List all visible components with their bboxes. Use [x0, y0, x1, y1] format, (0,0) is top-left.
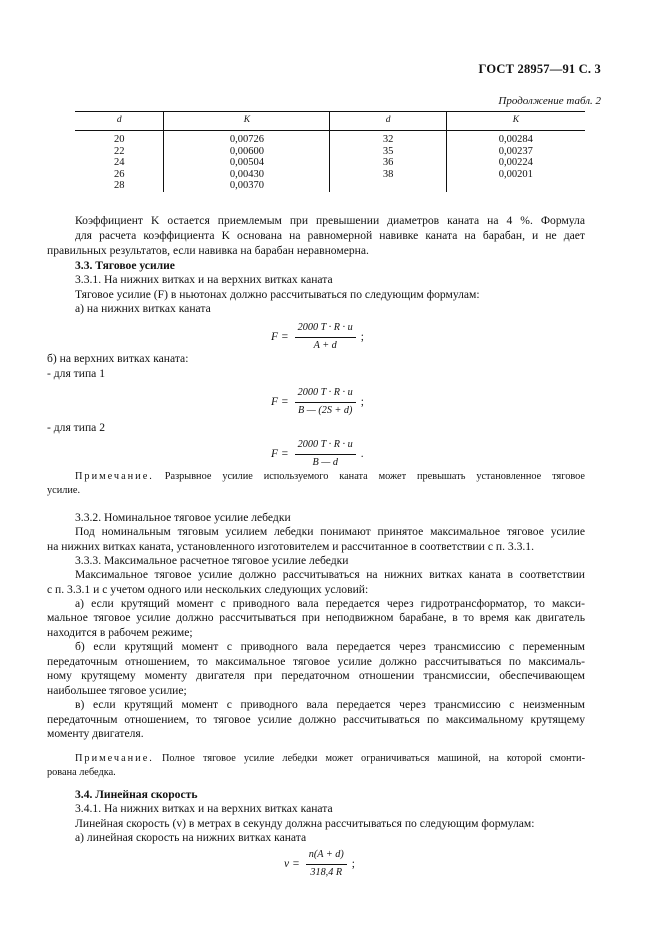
- table-header-row: [75, 112, 585, 131]
- table-cell: 38: [330, 169, 446, 181]
- table-header-d-1: d: [75, 112, 164, 131]
- table-header-k-2: K: [446, 112, 585, 131]
- note-2-text: Полное тяговое усилие лебедки может ограничиваться машиной, на которой смонти-: [161, 753, 585, 764]
- table-row: [75, 131, 585, 146]
- section-3-4-1-title: 3.4.1. На нижних витках и на верхних витках каната: [75, 802, 333, 815]
- formula-fraction: [295, 386, 356, 418]
- condition-b-line: наибольшее тяговое усилие;: [47, 684, 187, 697]
- section-3-4-title: 3.4. Линейная скорость: [75, 788, 198, 801]
- formula-lhs: F =: [271, 447, 289, 460]
- formula-denominator: A + d: [313, 339, 337, 351]
- formula-v-lower: [284, 848, 355, 880]
- item-a-label: а) на нижних витках каната: [75, 302, 211, 315]
- section-3-4-1-item-a: а) линейная скорость на нижних витках каната: [75, 831, 307, 844]
- table-cell: 26: [113, 168, 125, 180]
- formula-lhs: v =: [284, 857, 300, 870]
- section-3-3-2-title: 3.3.2. Номинальное тяговое усилие лебедки: [75, 511, 291, 524]
- formula-f-lower: [271, 321, 364, 353]
- formula-numerator: 2000 T · R · u: [295, 321, 356, 338]
- table-header-k-1: K: [164, 112, 330, 131]
- table-header-d-2: d: [330, 112, 446, 131]
- formula-numerator: n(A + d): [306, 848, 347, 865]
- formula-f-upper-type-2: [271, 438, 364, 470]
- formula-numerator: 2000 T · R · u: [295, 386, 356, 403]
- formula-lhs: F =: [271, 330, 289, 343]
- table-cell: [446, 180, 585, 192]
- condition-v-line: передаточным отношением, то тяговое усилие должно рассчитываться по максимальному крутящему: [47, 713, 585, 726]
- table-row: [75, 146, 585, 158]
- formula-lhs: F =: [271, 395, 289, 408]
- condition-b-line: ному крутящему моменту двигателя при передаточном отношении трансмиссии, обеспечивающем: [47, 669, 585, 682]
- paragraph-line: правильных результатов, если навивка на барабан неравномерна.: [47, 244, 369, 257]
- table-cell: 0,00237: [446, 146, 585, 158]
- item-b-label: б) на верхних витках каната:: [47, 352, 189, 365]
- note-1-text: Разрывное усилие используемого каната может превышать установленное тяговое: [164, 471, 585, 482]
- formula-f-upper-type-1: [271, 386, 364, 418]
- table-row: [75, 169, 585, 181]
- type-1-label: - для типа 1: [47, 367, 105, 380]
- condition-b-line: передаточным отношением, то максимальное тяговое усилие должно рассчитываться по максималь-: [47, 655, 585, 668]
- table-cell: 0,00284: [446, 131, 585, 146]
- table-cell: 0,00726: [164, 131, 330, 146]
- condition-a-line: находится в рабочем режиме;: [47, 626, 193, 639]
- formula-terminator: .: [360, 447, 364, 460]
- table-cell: 0,00201: [446, 169, 585, 181]
- formula-denominator: B — d: [312, 456, 338, 468]
- type-2-label: - для типа 2: [47, 421, 105, 434]
- table-cell: 0,00370: [164, 180, 330, 192]
- section-3-3-1-title: 3.3.1. На нижних витках и на верхних витках каната: [75, 273, 333, 286]
- table-caption: Продолжение табл. 2: [498, 95, 601, 107]
- table-cell: 0,00224: [446, 157, 585, 169]
- table-cell: 0,00504: [164, 157, 330, 169]
- formula-denominator: 318,4 R: [310, 866, 343, 878]
- condition-v-line: моменту двигателя.: [47, 727, 144, 740]
- paragraph-line: Под номинальным тяговым усилием лебедки понимают принятое максимальное тяговое усилие: [75, 525, 585, 538]
- table-cell: 32: [330, 131, 446, 146]
- formula-numerator: 2000 T · R · u: [295, 438, 356, 455]
- paragraph-line: с п. 3.3.1 и с учетом одного или нескольких следующих условий:: [47, 583, 369, 596]
- note-2-label: Примечание.: [75, 753, 154, 764]
- paragraph-line: Коэффициент K остается приемлемым при превышении диаметров каната на 4 %. Формула: [75, 214, 585, 227]
- table-cell: 22: [113, 145, 125, 157]
- table-cell: 0,00600: [164, 146, 330, 158]
- note-2-line-1: [75, 752, 585, 767]
- section-3-3-1-intro: Тяговое усилие (F) в ньютонах должно рассчитываться по следующим формулам:: [75, 288, 480, 301]
- condition-a-line: а) если крутящий момент с приводного вала передается через гидротрансформатор, то макси-: [75, 597, 585, 610]
- section-3-3-3-title: 3.3.3. Максимальное расчетное тяговое усилие лебедки: [75, 554, 349, 567]
- paragraph-line: для расчета коэффициента K основана на равномерной навивке каната на барабан, и не дает: [75, 229, 585, 242]
- table-cell: 36: [330, 157, 446, 169]
- table-row: [75, 180, 585, 192]
- coefficient-table: [75, 111, 585, 192]
- formula-denominator: B — (2S + d): [297, 404, 353, 416]
- formula-fraction: [295, 438, 356, 470]
- paragraph-line: Максимальное тяговое усилие должно рассчитываться на нижних витках каната в соответствии: [75, 568, 585, 581]
- formula-fraction: [306, 848, 347, 880]
- formula-terminator: ;: [360, 395, 364, 408]
- paragraph-line: на нижних витках каната, установленного изготовителем и рассчитанное в соответствии с п. 3.3.1.: [47, 540, 534, 553]
- formula-terminator: ;: [351, 857, 355, 870]
- table-cell: 24: [113, 157, 125, 168]
- note-1-line-1: [75, 470, 585, 485]
- note-1-label: Примечание.: [75, 471, 154, 482]
- condition-a-line: мальное тяговое усилие должно рассчитываться при неподвижном барабане, в то время как двигатель: [47, 611, 585, 624]
- table-row: [75, 157, 585, 169]
- table-cell: 35: [330, 146, 446, 158]
- note-1-line-2: усилие.: [47, 485, 81, 496]
- document-reference: ГОСТ 28957—91 С. 3: [478, 62, 601, 76]
- section-3-3-title: 3.3. Тяговое усилие: [75, 259, 175, 272]
- table-cell: 0,00430: [164, 169, 330, 181]
- formula-terminator: ;: [360, 330, 364, 343]
- table-cell: 20: [113, 134, 125, 145]
- note-2-line-2: рована лебедка.: [47, 767, 116, 778]
- formula-fraction: [295, 321, 356, 353]
- section-3-4-1-intro: Линейная скорость (v) в метрах в секунду должна рассчитываться по следующим формулам:: [75, 817, 535, 830]
- table-cell: [330, 180, 446, 192]
- table-cell: 28: [113, 180, 125, 191]
- condition-v-line: в) если крутящий момент с приводного вала передается через трансмиссию с неизменным: [75, 698, 585, 711]
- condition-b-line: б) если крутящий момент с приводного вала передается через трансмиссию с переменным: [75, 640, 585, 653]
